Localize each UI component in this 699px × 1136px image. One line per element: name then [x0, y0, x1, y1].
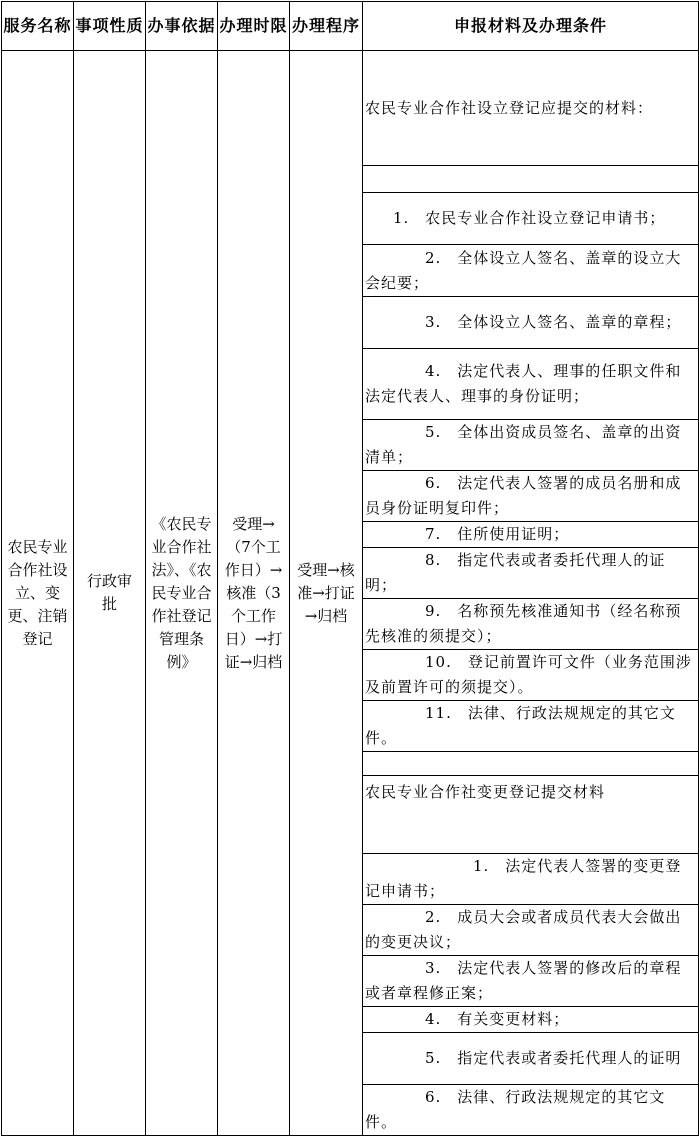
cell-time-limit [218, 51, 290, 1136]
materials-text: 5. 全体出资成员签名、盖章的出资清单； [365, 423, 682, 466]
materials-text: 4. 法定代表人、理事的任职文件和法定代表人、理事的身份证明； [365, 362, 682, 405]
materials-item [363, 1007, 699, 1033]
header-time-limit: 办理时限 [218, 2, 290, 51]
materials-item [363, 349, 699, 420]
materials-item [363, 193, 699, 245]
materials-text: 1. 法定代表人签署的变更登记申请书； [365, 857, 682, 900]
materials-item [363, 522, 699, 548]
materials-text: 1. 农民专业合作社设立登记申请书； [393, 209, 666, 227]
materials-text: 农民专业合作社变更登记提交材料 [365, 783, 606, 801]
materials-item [363, 1085, 699, 1136]
materials-text: 6. 法定代表人签署的成员名册和成员身份证明复印件； [365, 474, 682, 517]
nature-text: 行政审批 [86, 572, 132, 613]
materials-item [363, 854, 699, 905]
procedure-text: 受理→核准→打证→归档 [297, 560, 355, 625]
materials-item [363, 650, 699, 701]
table-row [2, 51, 699, 166]
materials-text: 农民专业合作社设立登记应提交的材料： [365, 98, 654, 117]
cell-nature [74, 51, 146, 1136]
service-name-text: 农民专业合作社设立、变更、注销登记 [7, 537, 68, 648]
materials-item [363, 548, 699, 599]
materials-item [363, 776, 699, 854]
materials-text: 4. 有关变更材料； [425, 1010, 570, 1028]
header-basis: 办事依据 [146, 2, 218, 51]
materials-text: 11. 法律、行政法规规定的其它文件。 [365, 704, 676, 747]
cell-basis [146, 51, 218, 1136]
materials-text: 3. 法定代表人签署的修改后的章程或者章程修正案； [365, 959, 682, 1002]
materials-item [363, 1033, 699, 1085]
materials-text: 3. 全体设立人签名、盖章的章程； [425, 313, 682, 331]
materials-item [363, 245, 699, 297]
materials-text: 8. 指定代表或者委托代理人的证明； [365, 551, 666, 594]
materials-item [363, 599, 699, 650]
materials-item [363, 471, 699, 522]
table-header-row [2, 2, 699, 51]
materials-item [363, 297, 699, 349]
materials-item [363, 166, 699, 193]
materials-item [363, 905, 699, 956]
materials-item [363, 420, 699, 471]
header-nature: 事项性质 [74, 2, 146, 51]
header-procedure: 办理程序 [290, 2, 363, 51]
materials-item [363, 956, 699, 1007]
service-table [1, 1, 699, 1136]
materials-text: 10. 登记前置许可文件（业务范围涉及前置许可的须提交）。 [365, 653, 692, 696]
header-materials: 申报材料及办理条件 [363, 2, 699, 51]
cell-procedure [290, 51, 363, 1136]
materials-text: 9. 名称预先核准通知书（经名称预先核准的须提交）； [365, 602, 682, 645]
materials-item [363, 51, 699, 166]
materials-item [363, 752, 699, 776]
materials-text: 7. 住所使用证明； [425, 525, 570, 543]
materials-text: 6. 法律、行政法规规定的其它文件。 [365, 1088, 666, 1131]
materials-text: 5. 指定代表或者委托代理人的证明 [425, 1049, 682, 1067]
materials-item [363, 701, 699, 752]
basis-text: 《农民专业合作社法》、《农民专业合作社登记管理条例》 [151, 514, 212, 671]
time-limit-text: 受理→（7个工作日）→核准（3个工作日）→打证→归档 [224, 514, 283, 671]
materials-text: 2. 成员大会或者成员代表大会做出的变更决议； [365, 908, 682, 951]
cell-service-name [2, 51, 74, 1136]
materials-text: 2. 全体设立人签名、盖章的设立大会纪要； [365, 248, 682, 292]
header-service-name: 服务名称 [2, 2, 74, 51]
